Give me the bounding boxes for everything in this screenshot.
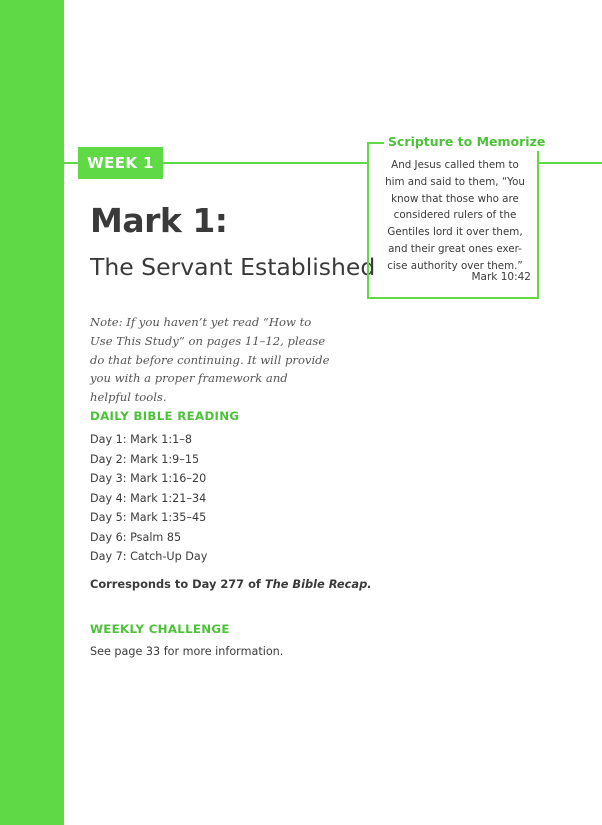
reading-day: Day 4: Mark 1:21–34 [90,491,207,505]
reading-day: Day 5: Mark 1:35–45 [90,511,207,524]
side-color-bar [0,0,64,825]
corresponds-text: Corresponds to Day 277 of [90,577,265,591]
scripture-line: considered rulers of the [393,209,517,222]
memo-divider-line [539,162,602,164]
reading-day: Day 6: Psalm 85 [90,530,182,544]
scripture-text [378,157,532,275]
study-note: Note: If you haven’t yet read “How to Use This Study” on pages 11–12, please do that before continuing. It will provide you with a proper framework and helpful tools. [90,315,330,405]
reading-day: Day 2: Mark 1:9–15 [90,452,200,466]
week-badge: WEEK 1 [78,147,163,179]
chapter-title: Mark 1: [90,201,228,240]
reading-day: Day 1: Mark 1:1–8 [90,433,192,446]
scripture-line: and their great ones exer- [388,242,522,255]
reading-day: Day 3: Mark 1:16–20 [90,472,207,485]
chapter-subtitle: The Servant Established [90,253,376,281]
bible-recap-note [90,577,372,591]
reading-day: Day 7: Catch-Up Day [90,550,208,563]
scripture-line: cise authority over them.” [387,259,523,272]
scripture-heading: Scripture to Memorize [384,133,549,151]
scripture-reference: Mark 10:42 [471,271,531,283]
book-title: The Bible Recap. [264,577,372,591]
weekly-challenge-text: See page 33 for more information. [90,645,284,658]
scripture-line: Gentiles lord it over them, [387,226,523,239]
scripture-line: him and said to them, “You [385,175,525,188]
daily-reading-list [90,430,207,567]
scripture-line: And Jesus called them to [391,159,519,171]
weekly-challenge-heading: WEEKLY CHALLENGE [90,622,230,636]
scripture-line: know that those who are [391,192,519,205]
daily-reading-heading: DAILY BIBLE READING [90,409,240,423]
